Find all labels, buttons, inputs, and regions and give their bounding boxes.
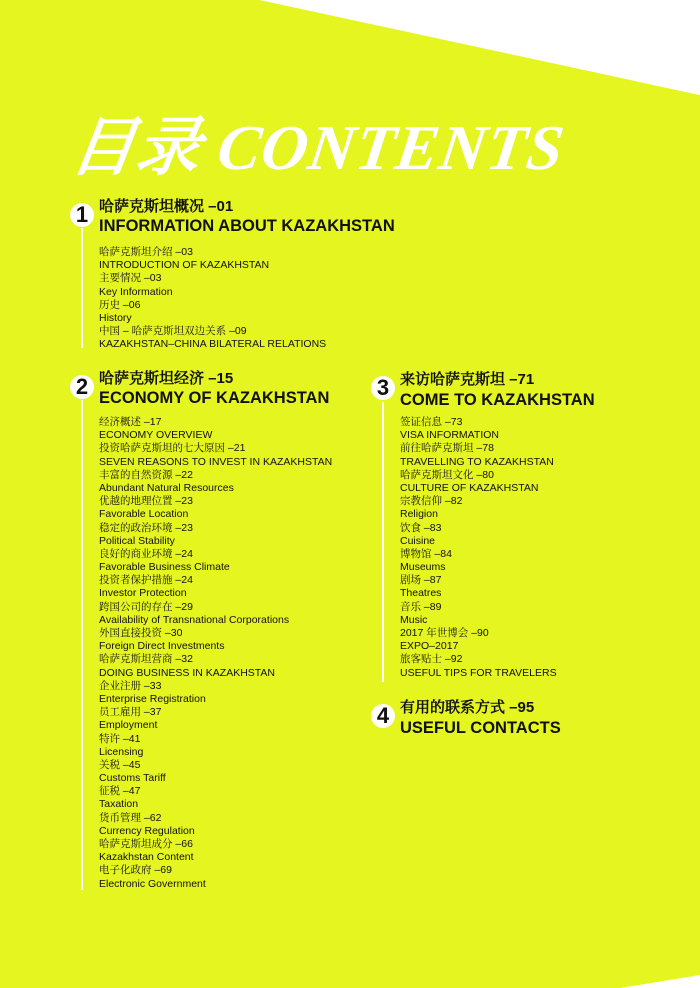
toc-item[interactable]: Theatres xyxy=(400,587,442,600)
section-4-title-en[interactable]: USEFUL CONTACTS xyxy=(400,719,561,737)
toc-item[interactable]: Currency Regulation xyxy=(99,824,195,837)
toc-item[interactable]: Customs Tariff xyxy=(99,772,166,785)
toc-item[interactable]: Abundant Natural Resources xyxy=(99,481,234,494)
toc-item[interactable]: 哈萨克斯坦文化 –80 xyxy=(400,468,494,481)
toc-item[interactable]: USEFUL TIPS FOR TRAVELERS xyxy=(400,666,557,679)
toc-item[interactable]: Availability of Transnational Corporations xyxy=(99,613,290,626)
toc-item[interactable]: 博物馆 –84 xyxy=(400,547,452,560)
toc-item[interactable]: Kazakhstan Content xyxy=(99,851,194,864)
toc-item[interactable]: Favorable Business Climate xyxy=(99,561,230,574)
toc-item[interactable]: 优越的地理位置 –23 xyxy=(99,495,193,508)
section-1-title-cn[interactable]: 哈萨克斯坦概况 –01 xyxy=(99,198,234,215)
section-1-divider xyxy=(81,228,83,348)
toc-item[interactable]: Licensing xyxy=(99,745,144,758)
section-1-list xyxy=(99,246,326,352)
toc-item[interactable]: Political Stability xyxy=(99,534,175,547)
section-2-title-en[interactable]: ECONOMY OF KAZAKHSTAN xyxy=(99,389,330,407)
toc-item[interactable]: Electronic Government xyxy=(99,877,206,890)
toc-item[interactable]: 哈萨克斯坦介绍 –03 xyxy=(99,246,193,258)
section-number-3: 3 xyxy=(371,376,395,400)
section-2-list xyxy=(99,416,332,891)
section-4-title-cn[interactable]: 有用的联系方式 –95 xyxy=(400,699,535,716)
toc-item[interactable]: 投资者保护措施 –24 xyxy=(99,574,193,587)
toc-item[interactable]: 良好的商业环境 –24 xyxy=(99,547,193,560)
toc-item[interactable]: 音乐 –89 xyxy=(400,600,442,613)
toc-item[interactable]: 投资哈萨克斯坦的七大原因 –21 xyxy=(99,442,246,455)
toc-item[interactable]: EXPO–2017 xyxy=(400,640,459,653)
toc-item[interactable]: DOING BUSINESS IN KAZAKHSTAN xyxy=(99,666,276,679)
page-title: 目录 CONTENTS xyxy=(66,112,570,183)
toc-item[interactable]: 签证信息 –73 xyxy=(400,416,463,428)
toc-item[interactable]: Religion xyxy=(400,508,438,521)
toc-item[interactable]: Employment xyxy=(99,719,158,732)
toc-item[interactable]: 哈萨克斯坦成分 –66 xyxy=(99,838,193,850)
toc-item[interactable]: 稳定的政治环境 –23 xyxy=(99,521,193,534)
toc-item[interactable]: Investor Protection xyxy=(99,587,187,600)
toc-item[interactable]: 历史 –06 xyxy=(99,298,141,311)
toc-item[interactable]: 外国直接投资 –30 xyxy=(99,627,183,639)
toc-item[interactable]: 关税 –45 xyxy=(99,758,141,771)
toc-item[interactable]: 旅客贴士 –92 xyxy=(400,653,463,666)
toc-item[interactable]: KAZAKHSTAN–CHINA BILATERAL RELATIONS xyxy=(99,338,327,351)
toc-item[interactable]: CULTURE OF KAZAKHSTAN xyxy=(400,481,539,494)
toc-item[interactable]: SEVEN REASONS TO INVEST IN KAZAKHSTAN xyxy=(99,455,333,468)
toc-item[interactable]: Museums xyxy=(400,561,446,574)
toc-item[interactable]: 丰富的自然资源 –22 xyxy=(99,468,193,481)
toc-item[interactable]: ECONOMY OVERVIEW xyxy=(99,429,213,442)
section-3-title-en[interactable]: COME TO KAZAKHSTAN xyxy=(400,391,595,409)
toc-item[interactable]: Foreign Direct Investments xyxy=(99,640,225,653)
toc-item[interactable]: Key Information xyxy=(99,285,173,298)
toc-item[interactable]: INTRODUCTION OF KAZAKHSTAN xyxy=(99,259,270,272)
toc-item[interactable]: 跨国公司的存在 –29 xyxy=(99,600,193,613)
toc-item[interactable]: 哈萨克斯坦营商 –32 xyxy=(99,653,193,666)
section-3-divider xyxy=(382,402,384,682)
toc-item[interactable]: 饮食 –83 xyxy=(400,521,442,534)
section-3-title-cn[interactable]: 来访哈萨克斯坦 –71 xyxy=(400,371,535,388)
toc-item[interactable]: 经济概述 –17 xyxy=(99,416,162,428)
toc-item[interactable]: 宗教信仰 –82 xyxy=(400,495,463,508)
toc-item[interactable]: Favorable Location xyxy=(99,508,189,521)
section-3-list xyxy=(400,416,557,680)
toc-item[interactable]: 2017 年世博会 –90 xyxy=(400,627,489,639)
toc-item[interactable]: 货币管理 –62 xyxy=(99,811,162,824)
section-number-2: 2 xyxy=(70,375,94,399)
section-number-4: 4 xyxy=(371,704,395,728)
toc-item[interactable]: Music xyxy=(400,613,428,626)
toc-item[interactable]: 中国 – 哈萨克斯坦双边关系 –09 xyxy=(99,325,247,338)
toc-item[interactable]: 前往哈萨克斯坦 –78 xyxy=(400,442,494,455)
toc-item[interactable]: Enterprise Registration xyxy=(99,692,206,705)
toc-item[interactable]: 企业注册 –33 xyxy=(99,679,162,692)
section-number-1: 1 xyxy=(70,203,94,227)
toc-item[interactable]: VISA INFORMATION xyxy=(400,429,499,442)
toc-item[interactable]: TRAVELLING TO KAZAKHSTAN xyxy=(400,455,554,468)
toc-item[interactable]: 电子化政府 –69 xyxy=(99,864,172,877)
toc-item[interactable]: History xyxy=(99,311,132,324)
section-1-title-en[interactable]: INFORMATION ABOUT KAZAKHSTAN xyxy=(99,217,395,235)
section-2-title-cn[interactable]: 哈萨克斯坦经济 –15 xyxy=(99,370,234,387)
toc-item[interactable]: Taxation xyxy=(99,798,139,811)
toc-item[interactable]: 员工雇用 –37 xyxy=(99,706,162,719)
toc-item[interactable]: 征税 –47 xyxy=(99,785,141,798)
toc-item[interactable]: Cuisine xyxy=(400,534,436,547)
toc-item[interactable]: 特许 –41 xyxy=(99,732,141,745)
toc-item[interactable]: 主要情况 –03 xyxy=(99,272,162,285)
section-2-divider xyxy=(81,400,83,890)
toc-item[interactable]: 剧场 –87 xyxy=(400,574,442,587)
